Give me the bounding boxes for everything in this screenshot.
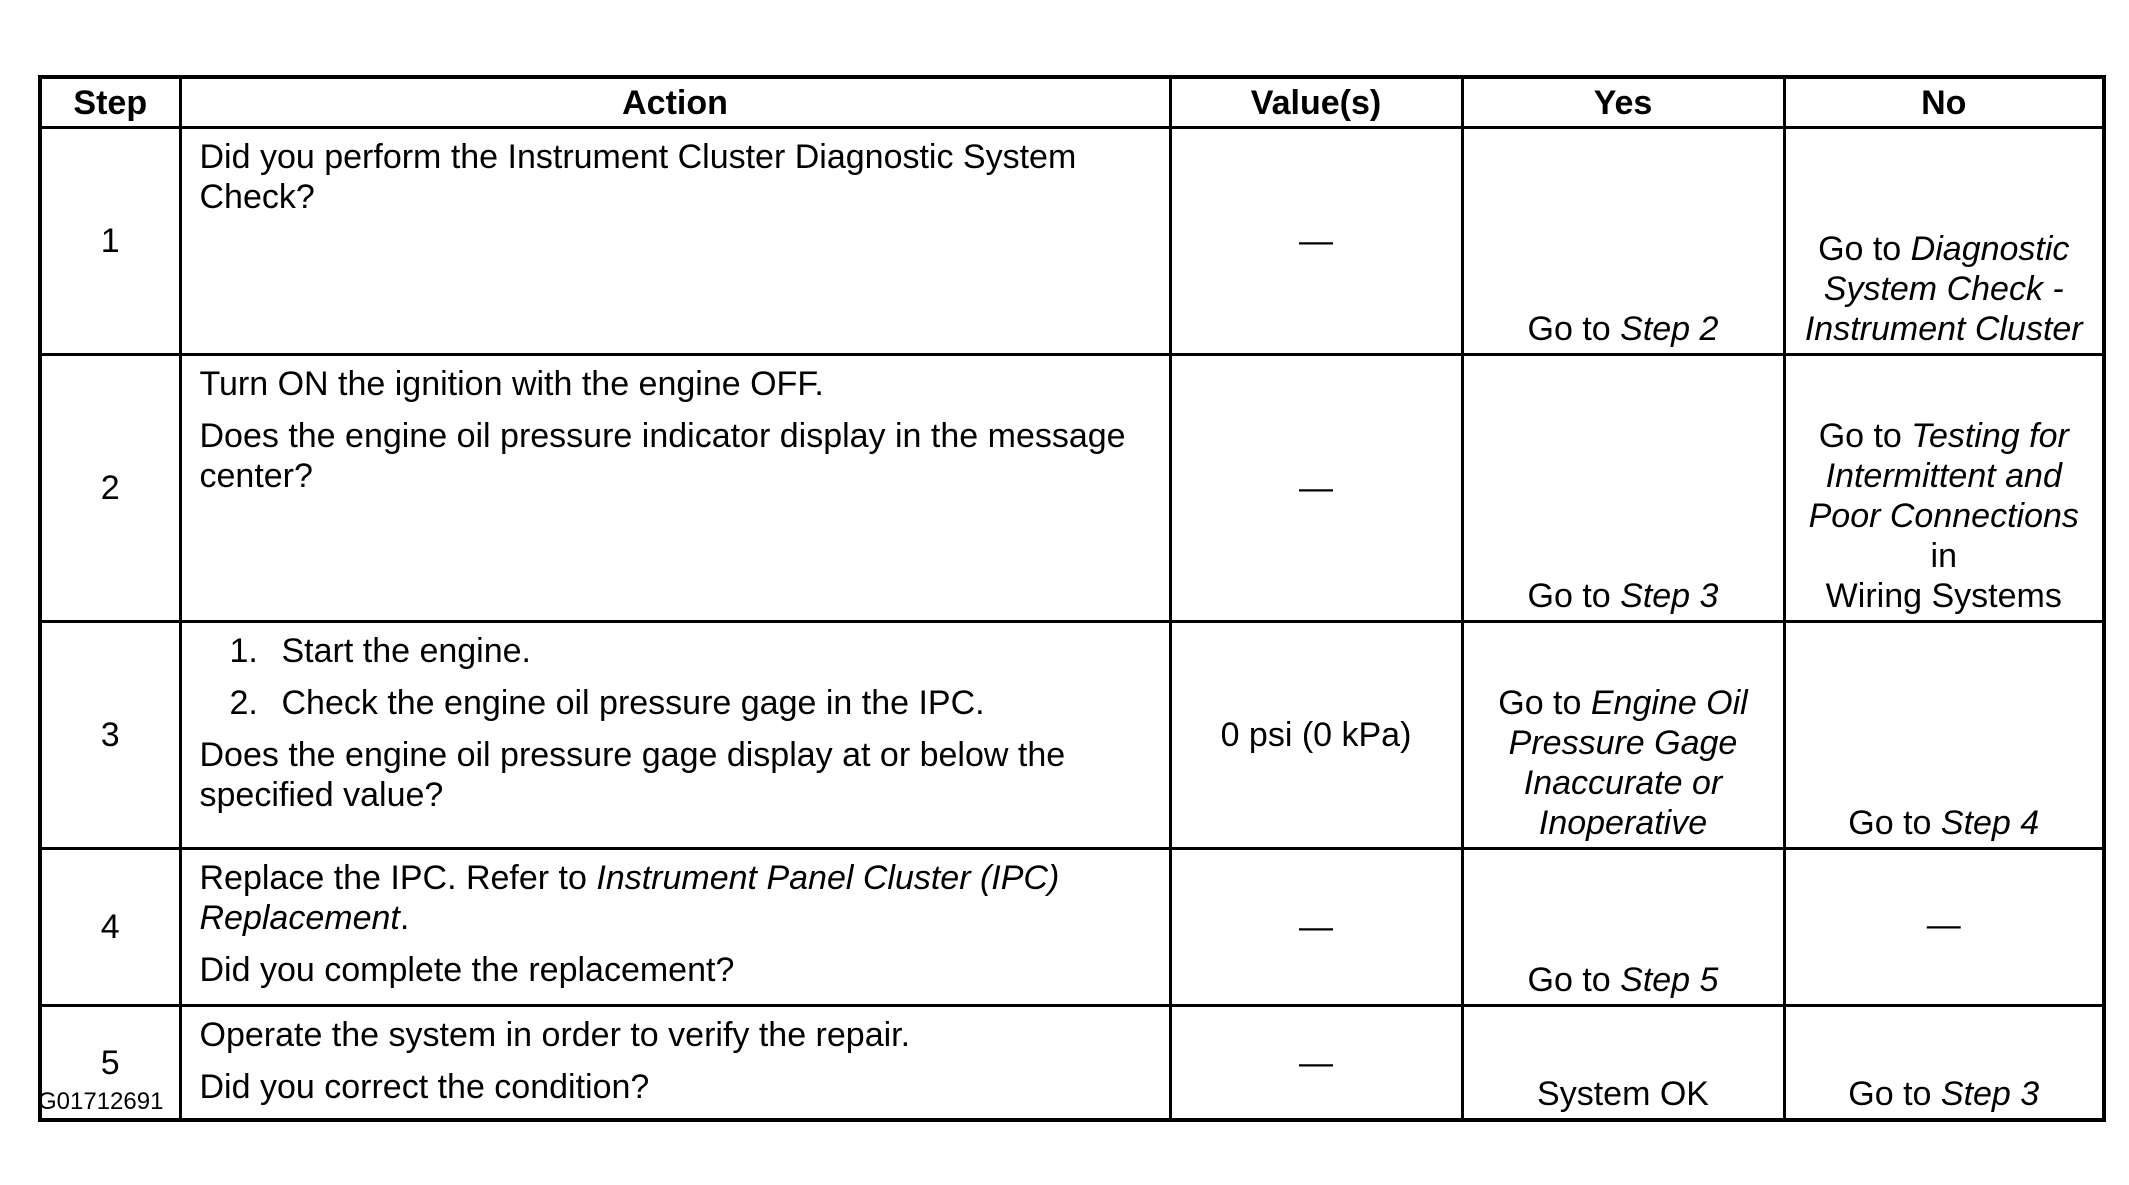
- step-number: 2: [40, 355, 180, 622]
- table-row: [40, 1006, 2104, 1121]
- value-cell: —: [1170, 128, 1462, 355]
- no-link[interactable]: Diagnostic System Check - Instrument Cluster: [1804, 230, 2083, 348]
- no-cell: —: [1784, 849, 2104, 1006]
- step-number: 3: [40, 622, 180, 849]
- figure-id: G01712691: [38, 1088, 164, 1115]
- step-number: 1: [40, 128, 180, 355]
- yes-cell: [1462, 849, 1784, 1006]
- action-suffix: .: [399, 899, 410, 937]
- action-question: Did you complete the replacement?: [199, 951, 735, 989]
- no-cell: [1784, 622, 2104, 849]
- list-number: 2.: [229, 684, 258, 722]
- table-row: [40, 355, 2104, 622]
- action-text: Operate the system in order to verify the repair.: [199, 1016, 911, 1054]
- value-cell: —: [1170, 1006, 1462, 1121]
- table-row: [40, 128, 2104, 355]
- header-step: Step: [40, 77, 180, 128]
- header-no: No: [1784, 77, 2104, 128]
- yes-cell: [1462, 622, 1784, 849]
- table-row: [40, 849, 2104, 1006]
- action-prefix: Replace the IPC. Refer to: [199, 859, 597, 897]
- value-cell: —: [1170, 355, 1462, 622]
- yes-link[interactable]: Step 5: [1620, 961, 1719, 999]
- no-link[interactable]: Step 3: [1940, 1075, 2040, 1113]
- no-prefix: Go to: [1848, 1075, 1941, 1113]
- no-prefix: Go to: [1818, 417, 1912, 455]
- header-values: Value(s): [1170, 77, 1462, 128]
- action-cell: [180, 849, 1170, 1006]
- header-row: [40, 77, 2104, 128]
- step-number: 5: [40, 1006, 180, 1121]
- yes-prefix: Go to: [1527, 577, 1621, 615]
- header-yes: Yes: [1462, 77, 1784, 128]
- yes-prefix: Go to: [1498, 684, 1591, 722]
- no-prefix: Go to: [1818, 230, 1911, 268]
- yes-prefix: Go to: [1527, 961, 1621, 999]
- list-text: Start the engine.: [281, 632, 532, 670]
- action-text: Turn ON the ignition with the engine OFF.: [199, 365, 824, 403]
- table-row: [40, 622, 2104, 849]
- action-text: Did you perform the Instrument Cluster Diagnostic System Check?: [199, 138, 1077, 216]
- no-link[interactable]: Testing for Intermittent and Poor Connections: [1808, 417, 2079, 535]
- no-link[interactable]: Step 4: [1940, 804, 2040, 842]
- yes-link[interactable]: Step 3: [1620, 577, 1719, 615]
- action-question: Does the engine oil pressure indicator display in the message center?: [199, 417, 1126, 495]
- action-question: Did you correct the condition?: [199, 1068, 650, 1106]
- action-cell: [180, 622, 1170, 849]
- action-question: Does the engine oil pressure gage display at or below the specified value?: [199, 736, 1066, 814]
- value-cell: 0 psi (0 kPa): [1170, 622, 1462, 849]
- no-cell: [1784, 355, 2104, 622]
- header-action: Action: [180, 77, 1170, 128]
- yes-cell: System OK: [1462, 1006, 1784, 1121]
- action-cell: [180, 1006, 1170, 1121]
- yes-cell: [1462, 128, 1784, 355]
- yes-prefix: Go to: [1527, 310, 1621, 348]
- no-suffix-wiring: Wiring Systems: [1825, 577, 2062, 615]
- yes-link[interactable]: Step 2: [1620, 310, 1719, 348]
- list-text: Check the engine oil pressure gage in the IPC.: [281, 684, 985, 722]
- yes-cell: [1462, 355, 1784, 622]
- list-number: 1.: [229, 632, 258, 670]
- diagnostic-table: [38, 75, 2106, 1122]
- step-number: 4: [40, 849, 180, 1006]
- action-cell: [180, 355, 1170, 622]
- action-link[interactable]: Instrument Panel Cluster (IPC) Replacement: [199, 859, 1060, 937]
- yes-link[interactable]: Engine Oil Pressure Gage Inaccurate or Inoperative: [1508, 684, 1748, 842]
- list-item: [200, 631, 1151, 671]
- action-text: [200, 858, 1151, 938]
- no-cell: [1784, 128, 2104, 355]
- no-suffix-in: in: [1930, 537, 1957, 575]
- list-item: [200, 683, 1151, 723]
- no-prefix: Go to: [1848, 804, 1941, 842]
- action-cell: [180, 128, 1170, 355]
- value-cell: —: [1170, 849, 1462, 1006]
- no-cell: [1784, 1006, 2104, 1121]
